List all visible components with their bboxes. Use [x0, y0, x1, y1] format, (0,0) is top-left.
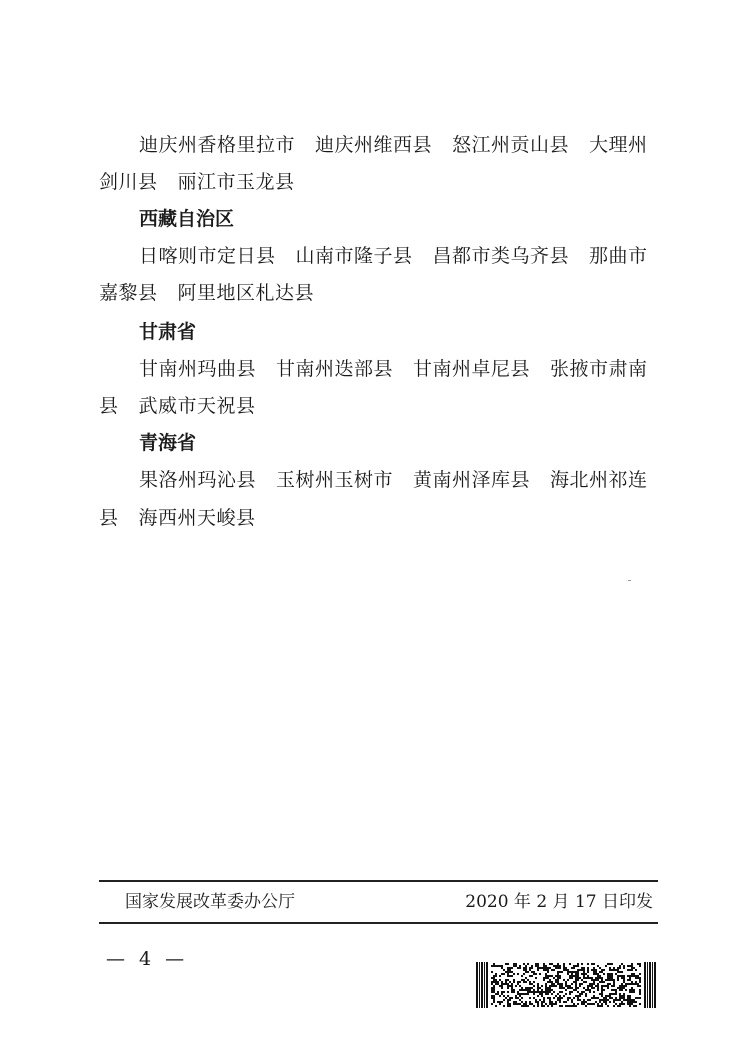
- county-item: 海西州天峻县: [138, 507, 256, 529]
- county-item: 丽江市玉龙县: [177, 171, 295, 193]
- county-item: 甘南州玛曲县: [139, 358, 257, 380]
- county-item: 迪庆州香格里拉市: [139, 134, 296, 156]
- province-heading-tibet: 西藏自治区: [139, 208, 235, 230]
- province-heading-qinghai: 青海省: [139, 432, 197, 454]
- county-item: 海北州祁连: [550, 469, 648, 491]
- province-heading-gansu: 甘肃省: [139, 321, 197, 343]
- county-line-8: [99, 504, 659, 532]
- footer-top-rule: [99, 880, 658, 882]
- county-item: 黄南州泽库县: [413, 469, 531, 491]
- barcode-graphic: [476, 962, 656, 1008]
- county-line-7: [99, 466, 699, 494]
- county-item: 县: [99, 395, 119, 417]
- county-item: 阿里地区札达县: [177, 282, 315, 304]
- county-item: 山南市隆子县: [295, 245, 413, 267]
- county-item: 武威市天祝县: [138, 395, 256, 417]
- county-item: 那曲市: [589, 245, 648, 267]
- scan-speck: [627, 578, 633, 584]
- issuing-office: 国家发展改革委办公厅: [125, 892, 295, 912]
- county-item: 日喀则市定日县: [139, 245, 276, 267]
- county-item: 甘南州卓尼县: [413, 358, 531, 380]
- county-item: 甘南州迭部县: [276, 358, 394, 380]
- county-item: 嘉黎县: [99, 282, 158, 304]
- county-item: 张掖市肃南: [550, 358, 648, 380]
- issue-date: 2020 年 2 月 17 日印发: [465, 892, 653, 912]
- county-line-4: [99, 279, 659, 307]
- page-number: — 4 —: [106, 948, 189, 970]
- county-item: 果洛州玛沁县: [139, 469, 257, 491]
- county-item: 大理州: [589, 134, 648, 156]
- footer-bottom-rule: [99, 922, 658, 924]
- county-item: 昌都市类乌齐县: [432, 245, 570, 267]
- county-item: 怒江州贡山县: [452, 134, 570, 156]
- county-line-5: [99, 355, 699, 383]
- county-item: 玉树州玉树市: [276, 469, 394, 491]
- county-line-2: [99, 168, 659, 196]
- county-item: 剑川县: [99, 171, 158, 193]
- county-line-1: [99, 131, 699, 159]
- county-item: 迪庆州维西县: [315, 134, 433, 156]
- county-item: 县: [99, 507, 119, 529]
- county-line-6: [99, 392, 659, 420]
- county-line-3: [99, 242, 699, 270]
